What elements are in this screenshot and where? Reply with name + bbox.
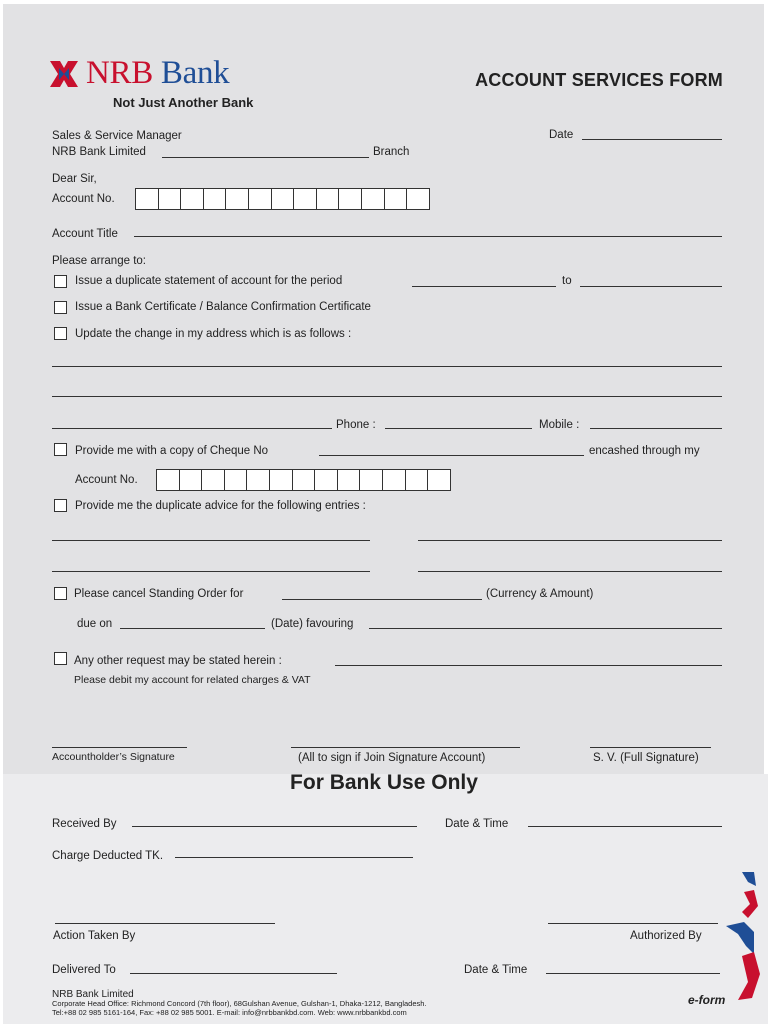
sv-signature-label: S. V. (Full Signature) <box>593 752 699 764</box>
footer-address-line: Corporate Head Office: Richmond Concord (7th floor), 68Gulshan Avenue, Gulshan-1, Dhaka-1212, Bangladesh. <box>52 999 427 1008</box>
decorative-emblem-icon <box>724 870 768 1004</box>
digit-box[interactable] <box>204 189 227 209</box>
mobile-label: Mobile : <box>539 419 580 431</box>
digit-box[interactable] <box>383 470 406 490</box>
address-line-1[interactable] <box>52 366 722 367</box>
advice-entry-2[interactable] <box>418 540 722 541</box>
other-request-label: Any other request may be stated herein : <box>74 655 282 667</box>
received-by-label: Received By <box>52 818 117 830</box>
cheque-account-no-label: Account No. <box>75 474 138 486</box>
period-to-field[interactable] <box>580 286 722 287</box>
authorized-line[interactable] <box>548 923 718 924</box>
digit-box[interactable] <box>180 470 203 490</box>
address-checkbox[interactable] <box>54 327 67 340</box>
advice-entry-1[interactable] <box>52 540 370 541</box>
eform-mark: e-form <box>688 993 726 1007</box>
addressee-line1: Sales & Service Manager <box>52 130 182 142</box>
digit-box[interactable] <box>406 470 429 490</box>
joint-signature-label: (All to sign if Join Signature Account) <box>298 752 486 764</box>
charge-label: Charge Deducted TK. <box>52 850 164 862</box>
joint-signature-line[interactable] <box>291 747 520 748</box>
digit-box[interactable] <box>315 470 338 490</box>
digit-box[interactable] <box>338 470 361 490</box>
digit-box[interactable] <box>226 189 249 209</box>
period-from-field[interactable] <box>412 286 556 287</box>
sv-signature-line[interactable] <box>590 747 711 748</box>
digit-box[interactable] <box>428 470 450 490</box>
currency-amount-label: (Currency & Amount) <box>486 588 594 600</box>
digit-box[interactable] <box>385 189 408 209</box>
account-title-label: Account Title <box>52 228 118 240</box>
action-taken-label: Action Taken By <box>53 930 136 942</box>
action-taken-line[interactable] <box>55 923 275 924</box>
digit-box[interactable] <box>362 189 385 209</box>
due-on-field[interactable] <box>120 628 265 629</box>
bank-brand-name <box>86 55 229 91</box>
holder-signature-line[interactable] <box>52 747 187 748</box>
digit-box[interactable] <box>136 189 159 209</box>
digit-box[interactable] <box>159 189 182 209</box>
advice-checkbox[interactable] <box>54 499 67 512</box>
advice-entry-4[interactable] <box>418 571 722 572</box>
address-label: Update the change in my address which is as follows : <box>75 328 352 340</box>
account-no-grid[interactable] <box>135 188 430 210</box>
branch-label: Branch <box>373 146 410 158</box>
cheque-account-no-grid[interactable] <box>156 469 451 491</box>
phone-label: Phone : <box>336 419 376 431</box>
arrange-label: Please arrange to: <box>52 255 146 267</box>
bank-tagline: Not Just Another Bank <box>113 95 254 110</box>
footer-address <box>52 999 427 1017</box>
authorized-label: Authorized By <box>630 930 702 942</box>
digit-box[interactable] <box>247 470 270 490</box>
digit-box[interactable] <box>407 189 429 209</box>
date-field[interactable] <box>582 139 722 140</box>
digit-box[interactable] <box>293 470 316 490</box>
delivered-to-label: Delivered To <box>52 964 116 976</box>
standing-order-field[interactable] <box>282 599 482 600</box>
standing-order-label: Please cancel Standing Order for <box>74 588 244 600</box>
date-favouring-label: (Date) favouring <box>271 618 354 630</box>
branch-field[interactable] <box>162 157 369 158</box>
digit-box[interactable] <box>157 470 180 490</box>
footer-company: NRB Bank Limited <box>52 989 134 1000</box>
period-to-label: to <box>562 275 572 287</box>
salutation: Dear Sir, <box>52 173 97 185</box>
date-time-2-label: Date & Time <box>464 964 528 976</box>
address-line-2[interactable] <box>52 396 722 397</box>
advice-entry-3[interactable] <box>52 571 370 572</box>
mobile-field[interactable] <box>590 428 722 429</box>
received-by-field[interactable] <box>132 826 417 827</box>
holder-signature-label: Accountholder’s Signature <box>52 751 175 763</box>
date-time-2-field[interactable] <box>546 973 720 974</box>
certificate-checkbox[interactable] <box>54 301 67 314</box>
digit-box[interactable] <box>249 189 272 209</box>
date-label: Date <box>549 129 574 141</box>
bank-use-heading: For Bank Use Only <box>290 771 478 794</box>
digit-box[interactable] <box>202 470 225 490</box>
delivered-to-field[interactable] <box>130 973 337 974</box>
bank-use-panel <box>3 774 768 1024</box>
encashed-label: encashed through my <box>589 445 700 457</box>
phone-field[interactable] <box>385 428 532 429</box>
certificate-label: Issue a Bank Certificate / Balance Confirmation Certificate <box>75 301 371 313</box>
form-title: ACCOUNT SERVICES FORM <box>475 70 723 90</box>
nrb-logo-icon <box>48 59 80 89</box>
debit-note: Please debit my account for related charges & VAT <box>74 674 311 686</box>
statement-label: Issue a duplicate statement of account for the period <box>75 275 343 287</box>
standing-order-checkbox[interactable] <box>54 587 67 600</box>
digit-box[interactable] <box>181 189 204 209</box>
account-title-field[interactable] <box>134 236 722 237</box>
other-request-field[interactable] <box>335 665 722 666</box>
brand-nrb: NRB <box>86 55 153 91</box>
digit-box[interactable] <box>272 189 295 209</box>
digit-box[interactable] <box>270 470 293 490</box>
account-no-label: Account No. <box>52 193 115 205</box>
due-on-label: due on <box>77 618 113 630</box>
digit-box[interactable] <box>317 189 340 209</box>
addressee-line2: NRB Bank Limited <box>52 146 146 158</box>
cheque-checkbox[interactable] <box>54 443 67 456</box>
charge-field[interactable] <box>175 857 413 858</box>
digit-box[interactable] <box>360 470 383 490</box>
statement-checkbox[interactable] <box>54 275 67 288</box>
brand-bank: Bank <box>160 55 230 91</box>
footer-contact-line: Tel:+88 02 985 5161-164, Fax: +88 02 985 5001. E-mail: info@nrbbankbd.com. Web: www.nrbbankbd.com <box>52 1008 407 1017</box>
date-time-1-label: Date & Time <box>445 818 509 830</box>
favouring-field[interactable] <box>369 628 722 629</box>
digit-box[interactable] <box>225 470 248 490</box>
cheque-label: Provide me with a copy of Cheque No <box>75 445 269 457</box>
digit-box[interactable] <box>339 189 362 209</box>
advice-label: Provide me the duplicate advice for the following entries : <box>75 500 366 512</box>
digit-box[interactable] <box>294 189 317 209</box>
address-line-3[interactable] <box>52 428 332 429</box>
other-request-checkbox[interactable] <box>54 652 67 665</box>
cheque-no-field[interactable] <box>319 455 584 456</box>
date-time-1-field[interactable] <box>528 826 722 827</box>
